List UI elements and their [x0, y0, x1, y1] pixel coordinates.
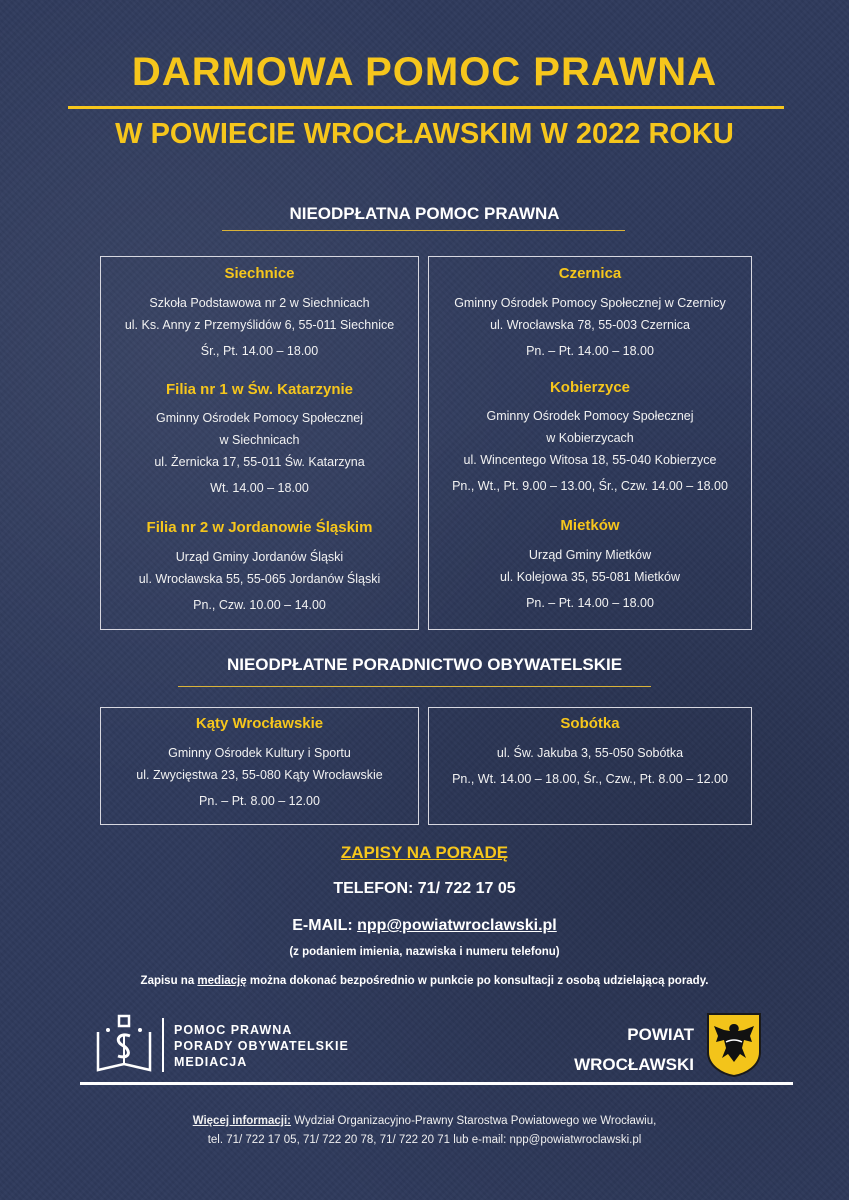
- address-line: w Siechnicach: [219, 433, 300, 447]
- email-link[interactable]: npp@powiatwroclawski.pl: [357, 917, 557, 934]
- legal-aid-box-right: [428, 256, 752, 630]
- footer-info: Więcej informacji: Wydział Organizacyjno-Prawny Starostwa Powiatowego we Wrocławiu, tel. 71/ 722 17 05, 71/ 722 20 78, 71/ 722 20 71 lub e-mail: npp@powiatwroclawski.pl: [0, 1112, 849, 1150]
- opening-hours: Śr., Pt. 14.00 – 18.00: [200, 344, 319, 358]
- opening-hours: Pn. – Pt. 8.00 – 12.00: [199, 794, 320, 808]
- place-name: Czernica: [558, 265, 622, 282]
- powiat-name: POWIAT WROCŁAWSKI: [574, 1025, 694, 1074]
- place-name: Kobierzyce: [549, 379, 631, 396]
- legal-aid-logo-text: POMOC PRAWNA PORADY OBYWATELSKIE MEDIACJA: [174, 1023, 349, 1069]
- address-line: w Kobierzycach: [546, 431, 634, 445]
- place-name: Kąty Wrocławskie: [195, 715, 324, 732]
- opening-hours: Pn., Wt. 14.00 – 18.00, Śr., Czw., Pt. 8.00 – 12.00: [452, 772, 728, 786]
- citizen-advice-box-left: [100, 707, 419, 825]
- footer-divider: [80, 1082, 793, 1085]
- place-name: Filia nr 1 w Św. Katarzynie: [165, 381, 353, 398]
- opening-hours: Wt. 14.00 – 18.00: [210, 481, 309, 495]
- address-line: Gminny Ośrodek Pomocy Społecznej: [155, 411, 364, 425]
- footer-label: Więcej informacji:: [192, 1115, 292, 1127]
- opening-hours: Pn. – Pt. 14.00 – 18.00: [526, 596, 654, 610]
- legal-aid-logo-icon: [94, 1012, 156, 1074]
- opening-hours: Pn. – Pt. 14.00 – 18.00: [526, 344, 654, 358]
- address-line: ul. Wrocławska 78, 55-003 Czernica: [490, 318, 690, 332]
- address-line: ul. Zwycięstwa 23, 55-080 Kąty Wrocławskie: [136, 768, 383, 782]
- address-line: Gminny Ośrodek Pomocy Społecznej: [486, 409, 694, 423]
- address-line: ul. Wincentego Witosa 18, 55-040 Kobierzyce: [463, 453, 717, 467]
- opening-hours: Pn., Czw. 10.00 – 14.00: [193, 598, 326, 612]
- logo-divider: [162, 1018, 164, 1072]
- address-line: ul. Ks. Anny z Przemyślidów 6, 55-011 Siechnice: [124, 318, 395, 332]
- address-line: ul. Wrocławska 55, 55-065 Jordanów Śląski: [138, 572, 381, 586]
- place-name: Sobótka: [560, 715, 620, 732]
- mediation-note: Zapisu na mediację można dokonać bezpośrednio w punkcie po konsultacji z osobą udzielającą porady.: [140, 975, 709, 987]
- address-line: ul. Żernicka 17, 55-011 Św. Katarzyna: [154, 455, 365, 469]
- address-line: Szkoła Podstawowa nr 2 w Siechnicach: [149, 296, 370, 310]
- opening-hours: Pn., Wt., Pt. 9.00 – 13.00, Śr., Czw. 14.00 – 18.00: [452, 479, 728, 493]
- page-title: DARMOWA POMOC PRAWNA: [131, 50, 718, 94]
- enrol-heading: ZAPISY NA PORADĘ: [340, 843, 509, 862]
- address-line: ul. Kolejowa 35, 55-081 Mietków: [500, 570, 680, 584]
- email-label: E-MAIL:: [292, 917, 358, 934]
- page-subtitle: W POWIECIE WROCŁAWSKIM W 2022 ROKU: [115, 118, 734, 150]
- email-line: [0, 917, 849, 935]
- section-divider: [178, 686, 651, 687]
- section-divider: [222, 230, 625, 231]
- footer-contact: tel. 71/ 722 17 05, 71/ 722 20 78, 71/ 722 20 71 lub e-mail: npp@powiatwroclawski.pl: [207, 1134, 642, 1146]
- phone-number[interactable]: TELEFON: 71/ 722 17 05: [333, 880, 516, 897]
- eagle-crest-icon: [706, 1012, 762, 1078]
- address-line: Urząd Gminy Mietków: [528, 548, 652, 562]
- address-line: Urząd Gminy Jordanów Śląski: [175, 550, 344, 564]
- enrol-note: (z podaniem imienia, nazwiska i numeru telefonu): [289, 946, 560, 958]
- place-name: Siechnice: [224, 265, 295, 282]
- section-heading-citizen-advice: NIEODPŁATNE PORADNICTWO OBYWATELSKIE: [226, 655, 623, 674]
- legal-aid-box-left: [100, 256, 419, 630]
- address-line: Gminny Ośrodek Kultury i Sportu: [168, 746, 351, 760]
- section-heading-legal-aid: NIEODPŁATNA POMOC PRAWNA: [289, 204, 560, 223]
- citizen-advice-box-right: [428, 707, 752, 825]
- place-name: Mietków: [560, 517, 620, 534]
- place-name: Filia nr 2 w Jordanowie Śląskim: [146, 519, 373, 536]
- title-divider: [68, 106, 784, 109]
- mediation-word: mediację: [197, 975, 247, 987]
- address-line: Gminny Ośrodek Pomocy Społecznej w Czernicy: [454, 296, 726, 310]
- address-line: ul. Św. Jakuba 3, 55-050 Sobótka: [496, 746, 684, 760]
